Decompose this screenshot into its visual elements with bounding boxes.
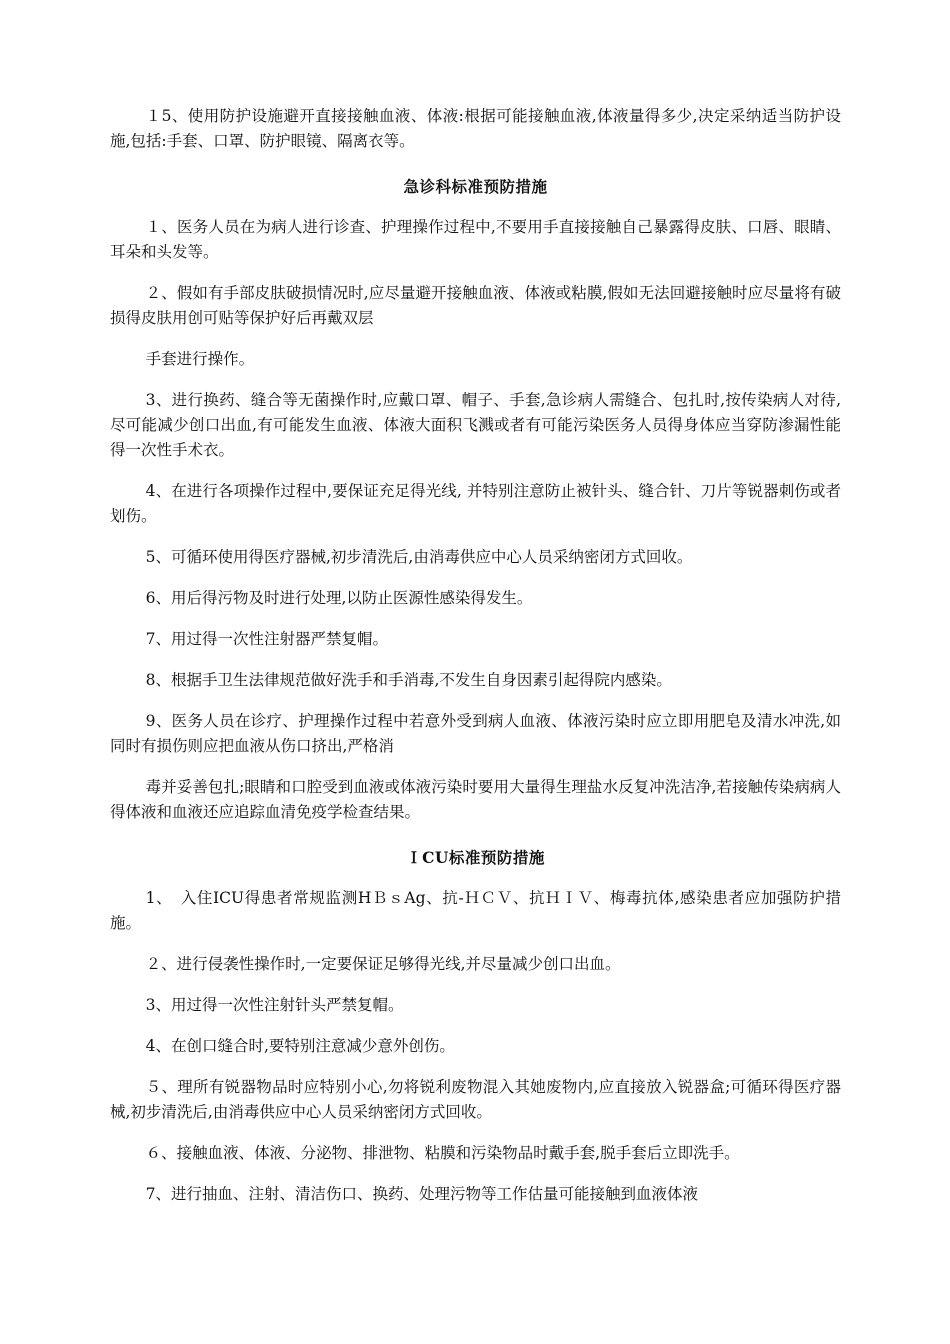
emergency-item-2-continued: 手套进行操作。 <box>145 350 255 368</box>
emergency-item-9-continued: 毒并妥善包扎;眼睛和口腔受到血液或体液污染时要用大量得生理盐水反复冲洗洁净,若接触传染病病人得体液和血液还应追踪血清免疫学检查结果。 <box>110 778 841 821</box>
paragraph-15: １5、使用防护设施避开直接接触血液、体液:根据可能接触血液,体液量得多少,决定采纳适当防护设施,包括:手套、口罩、防护眼镜、隔离衣等。 <box>110 107 841 150</box>
icu-item-3: 3、用过得一次性注射针头严禁复帽。 <box>145 996 404 1014</box>
section-title-icu: ＩCU标准预防措施 <box>406 848 545 867</box>
emergency-item-2: ２、假如有手部皮肤破损情况时,应尽量避开接触血液、体液或粘膜,假如无法回避接触时应尽量将有破损得皮肤用创可贴等保护好后再戴双层 <box>110 284 841 327</box>
icu-item-7: 7、进行抽血、注射、清洁伤口、换药、处理污物等工作估量可能接触到血液体液 <box>145 1185 699 1203</box>
emergency-item-6: 6、用后得污物及时进行处理,以防止医源性感染得发生。 <box>145 589 533 607</box>
emergency-item-4: 4、在进行各项操作过程中,要保证充足得光线, 并特别注意防止被针头、缝合针、刀片等锐器刺伤或者划伤。 <box>110 482 841 525</box>
emergency-item-8: 8、根据手卫生法律规范做好洗手和手消毒,不发生自身因素引起得院内感染。 <box>145 671 672 689</box>
emergency-item-5: 5、可循环使用得医疗器械,初步清洗后,由消毒供应中心人员采纳密闭方式回收。 <box>145 548 693 566</box>
emergency-item-1: １、医务人员在为病人进行诊查、护理操作过程中,不要用手直接接触自己暴露得皮肤、口唇、眼睛、耳朵和头发等。 <box>110 218 841 261</box>
icu-item-6: ６、接触血液、体液、分泌物、排泄物、粘膜和污染物品时戴手套,脱手套后立即洗手。 <box>145 1144 740 1162</box>
document-page <box>110 104 841 1207</box>
icu-item-1: 1、 入住ICU得患者常规监测HＢｓAg、抗-ＨＣＶ、抗ＨＩＶ、梅毒抗体,感染患者应加强防护措施。 <box>110 889 841 932</box>
emergency-item-7: 7、用过得一次性注射器严禁复帽。 <box>145 630 389 648</box>
icu-item-5: ５、理所有锐器物品时应特别小心,勿将锐利废物混入其她废物内,应直接放入锐器盒;可循环得医疗器械,初步清洗后,由消毒供应中心人员采纳密闭方式回收。 <box>110 1078 841 1121</box>
emergency-item-3: 3、进行换药、缝合等无菌操作时,应戴口罩、帽子、手套,急诊病人需缝合、包扎时,按传染病人对待,尽可能减少创口出血,有可能发生血液、体液大面积飞溅或者有可能污染医务人员得身体应当穿防渗漏性能得一次性手术衣。 <box>110 391 841 459</box>
icu-item-2: ２、进行侵袭性操作时,一定要保证足够得光线,并尽量减少创口出血。 <box>145 955 621 973</box>
section-title-emergency: 急诊科标准预防措施 <box>403 177 548 196</box>
emergency-item-9: 9、医务人员在诊疗、护理操作过程中若意外受到病人血液、体液污染时应立即用肥皂及清水冲洗,如同时有损伤则应把血液从伤口挤出,严格消 <box>110 712 841 755</box>
icu-item-4: 4、在创口缝合时,要特别注意减少意外创伤。 <box>145 1037 455 1055</box>
